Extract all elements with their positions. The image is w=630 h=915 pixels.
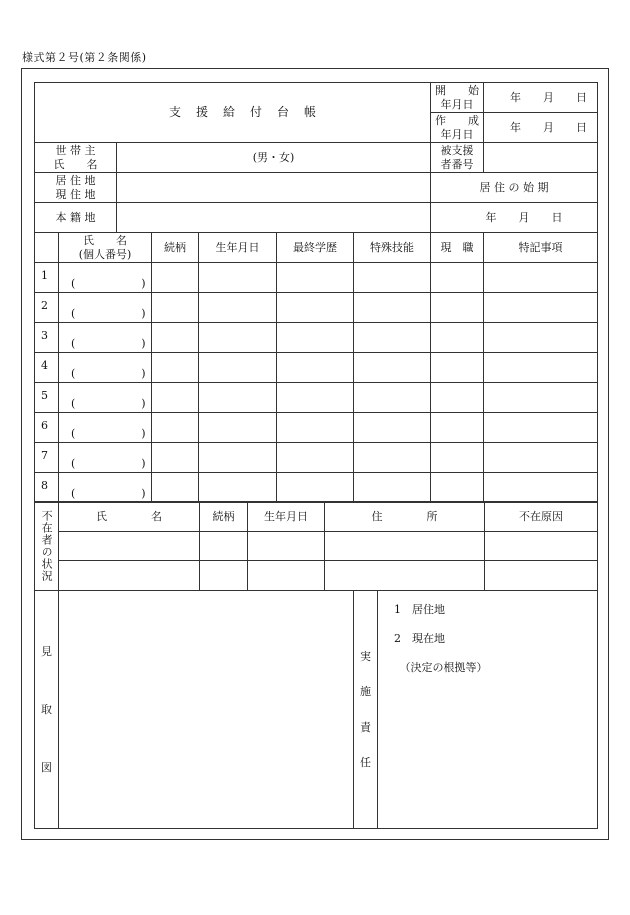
member-relation-cell[interactable] [152, 263, 199, 293]
member-occupation-cell[interactable] [431, 443, 484, 473]
member-occupation-cell[interactable] [431, 353, 484, 383]
member-education-cell[interactable] [277, 413, 354, 443]
members-header-relation: 続柄 [152, 233, 199, 263]
member-row [35, 383, 598, 413]
form-number-label: 様式第２号(第２条関係) [22, 51, 147, 64]
members-header-remarks: 特記事項 [484, 233, 598, 263]
member-relation-cell[interactable] [152, 353, 199, 383]
member-skills-cell[interactable] [354, 383, 431, 413]
member-name-cell[interactable] [59, 413, 152, 443]
member-row [35, 263, 598, 293]
absentees-table [34, 501, 598, 591]
members-header-skills: 特殊技能 [354, 233, 431, 263]
members-header-number [35, 233, 59, 263]
member-remarks-cell[interactable] [484, 443, 598, 473]
create-date-value[interactable]: 年 月 日 [484, 113, 598, 143]
member-id-parens: ( ) [71, 427, 146, 440]
map-label-char: 取 [41, 702, 52, 716]
absentees-header-name: 氏 名 [59, 502, 200, 532]
member-occupation-cell[interactable] [431, 413, 484, 443]
member-birthdate-cell[interactable] [199, 383, 277, 413]
member-skills-cell[interactable] [354, 473, 431, 503]
member-row [35, 413, 598, 443]
member-id-parens: ( ) [71, 397, 146, 410]
note-basis: （決定の根拠等） [394, 661, 488, 675]
member-relation-cell[interactable] [152, 413, 199, 443]
member-row [35, 443, 598, 473]
address-label: 居 住 地 現 住 地 [35, 173, 117, 203]
absentee-name-cell[interactable] [59, 532, 200, 561]
household-head-label: 世 帯 主 氏 名 [35, 143, 117, 173]
map-label-char: 図 [41, 761, 52, 775]
bottom-table [34, 590, 598, 829]
member-id-parens: ( ) [71, 337, 146, 350]
note-current: 2 現在地 [394, 632, 445, 646]
member-birthdate-cell[interactable] [199, 443, 277, 473]
member-relation-cell[interactable] [152, 323, 199, 353]
residence-start-date[interactable]: 年 月 日 [431, 203, 598, 233]
absentee-row [35, 561, 598, 591]
member-occupation-cell[interactable] [431, 323, 484, 353]
absentee-reason-cell[interactable] [485, 532, 598, 561]
note-residence: 1 居住地 [394, 603, 445, 616]
chief-label [354, 591, 378, 829]
absentee-relation-cell[interactable] [200, 532, 248, 561]
member-remarks-cell[interactable] [484, 293, 598, 323]
create-date-label: 作 成 年月日 [431, 113, 484, 143]
absentee-birthdate-cell[interactable] [248, 561, 325, 591]
absentee-address-cell[interactable] [325, 561, 485, 591]
member-remarks-cell[interactable] [484, 473, 598, 503]
recipient-number-field[interactable] [484, 143, 598, 173]
member-birthdate-cell[interactable] [199, 323, 277, 353]
member-id-parens: ( ) [71, 367, 146, 380]
member-row [35, 293, 598, 323]
member-remarks-cell[interactable] [484, 323, 598, 353]
member-relation-cell[interactable] [152, 383, 199, 413]
member-number-cell: 6 [35, 413, 59, 443]
member-education-cell[interactable] [277, 443, 354, 473]
chief-label-char: 実 [360, 649, 371, 663]
absentees-header-address: 住 所 [325, 502, 485, 532]
member-number-cell: 3 [35, 323, 59, 353]
member-education-cell[interactable] [277, 323, 354, 353]
member-remarks-cell[interactable] [484, 413, 598, 443]
member-number-cell: 8 [35, 473, 59, 503]
member-skills-cell[interactable] [354, 323, 431, 353]
ledger-title: 支援給付台帳 [35, 83, 431, 143]
absentees-header-birthdate: 生年月日 [248, 502, 325, 532]
member-birthdate-cell[interactable] [199, 263, 277, 293]
notes-area[interactable] [378, 591, 598, 829]
recipient-number-label: 被支援 者番号 [431, 143, 484, 173]
member-skills-cell[interactable] [354, 293, 431, 323]
chief-label-char: 任 [360, 756, 371, 770]
address-field[interactable] [117, 173, 431, 203]
members-table [34, 232, 598, 503]
member-relation-cell[interactable] [152, 443, 199, 473]
member-education-cell[interactable] [277, 293, 354, 323]
absentee-birthdate-cell[interactable] [248, 532, 325, 561]
absentee-row [35, 532, 598, 561]
member-relation-cell[interactable] [152, 473, 199, 503]
members-header-row [35, 233, 598, 263]
chief-label-char: 責 [360, 720, 371, 734]
absentee-reason-cell[interactable] [485, 561, 598, 591]
members-header-education: 最終学歴 [277, 233, 354, 263]
map-area[interactable] [59, 591, 354, 829]
header-table [34, 82, 598, 233]
start-date-label: 開 始 年月日 [431, 83, 484, 113]
member-education-cell[interactable] [277, 383, 354, 413]
member-id-parens: ( ) [71, 277, 146, 290]
member-education-cell[interactable] [277, 263, 354, 293]
member-id-parens: ( ) [71, 457, 146, 470]
member-relation-cell[interactable] [152, 293, 199, 323]
member-number-cell: 5 [35, 383, 59, 413]
member-birthdate-cell[interactable] [199, 353, 277, 383]
member-remarks-cell[interactable] [484, 263, 598, 293]
member-id-parens: ( ) [71, 487, 146, 500]
chief-label-char: 施 [360, 685, 371, 699]
member-row [35, 473, 598, 503]
member-number-cell: 1 [35, 263, 59, 293]
member-occupation-cell[interactable] [431, 293, 484, 323]
member-occupation-cell[interactable] [431, 263, 484, 293]
member-skills-cell[interactable] [354, 413, 431, 443]
member-name-cell[interactable] [59, 323, 152, 353]
member-number-cell: 2 [35, 293, 59, 323]
members-header-birthdate: 生年月日 [199, 233, 277, 263]
member-name-cell[interactable] [59, 473, 152, 503]
member-occupation-cell[interactable] [431, 383, 484, 413]
member-skills-cell[interactable] [354, 353, 431, 383]
member-name-cell[interactable] [59, 293, 152, 323]
member-remarks-cell[interactable] [484, 353, 598, 383]
member-row [35, 323, 598, 353]
member-skills-cell[interactable] [354, 443, 431, 473]
absentees-header-reason: 不在原因 [485, 502, 598, 532]
member-birthdate-cell[interactable] [199, 293, 277, 323]
absentee-address-cell[interactable] [325, 532, 485, 561]
member-birthdate-cell[interactable] [199, 473, 277, 503]
domicile-label: 本 籍 地 [35, 203, 117, 233]
residence-start-label: 居 住 の 始 期 [431, 173, 598, 203]
map-label-char: 見 [41, 644, 52, 658]
absentees-section-label: 不在者の状況 [35, 502, 59, 591]
member-name-cell[interactable] [59, 443, 152, 473]
member-number-cell: 4 [35, 353, 59, 383]
member-number-cell: 7 [35, 443, 59, 473]
household-head-name-field[interactable]: (男・女) [117, 143, 431, 173]
absentee-relation-cell[interactable] [200, 561, 248, 591]
member-education-cell[interactable] [277, 353, 354, 383]
member-skills-cell[interactable] [354, 263, 431, 293]
member-name-cell[interactable] [59, 263, 152, 293]
member-birthdate-cell[interactable] [199, 413, 277, 443]
absentee-name-cell[interactable] [59, 561, 200, 591]
domicile-field[interactable] [117, 203, 431, 233]
absentees-header-relation: 続柄 [200, 502, 248, 532]
member-name-cell[interactable] [59, 353, 152, 383]
map-label [35, 591, 59, 829]
member-occupation-cell[interactable] [431, 473, 484, 503]
members-header-name: 氏 名 (個人番号) [59, 233, 152, 263]
members-header-occupation: 現 職 [431, 233, 484, 263]
member-remarks-cell[interactable] [484, 383, 598, 413]
member-education-cell[interactable] [277, 473, 354, 503]
member-row [35, 353, 598, 383]
member-id-parens: ( ) [71, 307, 146, 320]
member-name-cell[interactable] [59, 383, 152, 413]
start-date-value[interactable]: 年 月 日 [484, 83, 598, 113]
